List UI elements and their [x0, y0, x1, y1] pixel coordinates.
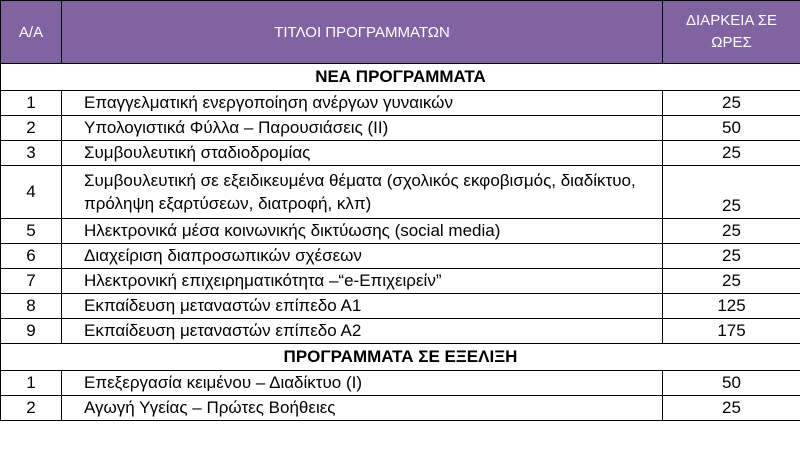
row-title: Εκπαίδευση μεταναστών επίπεδο Α1	[62, 294, 663, 319]
row-hours: 50	[663, 116, 800, 141]
row-num: 5	[1, 219, 62, 244]
table-row	[1, 91, 800, 116]
row-title: Επαγγελματική ενεργοποίηση ανέργων γυναικών	[62, 91, 663, 116]
section-title: ΝΕΑ ΠΡΟΓΡΑΜΜΑΤΑ	[1, 64, 800, 91]
row-title: Ηλεκτρονικά μέσα κοινωνικής δικτύωσης (social media)	[62, 219, 663, 244]
section-title: ΠΡΟΓΡΑΜΜΑΤΑ ΣΕ ΕΞΕΛΙΞΗ	[1, 344, 800, 371]
row-num: 2	[1, 116, 62, 141]
table-row	[1, 116, 800, 141]
row-hours: 25	[663, 244, 800, 269]
header-num: Α/Α	[1, 1, 62, 64]
section-row-ongoing	[1, 344, 800, 371]
row-num: 6	[1, 244, 62, 269]
table-row	[1, 396, 800, 421]
row-num: 1	[1, 91, 62, 116]
header-duration: ΔΙΑΡΚΕΙΑ ΣΕ ΩΡΕΣ	[663, 1, 800, 64]
row-title: Αγωγή Υγείας – Πρώτες Βοήθειες	[62, 396, 663, 421]
row-hours: 25	[663, 269, 800, 294]
table-row	[1, 319, 800, 344]
row-hours: 50	[663, 371, 800, 396]
row-num: 7	[1, 269, 62, 294]
row-num: 3	[1, 141, 62, 166]
table-row	[1, 219, 800, 244]
row-title: Συμβουλευτική σε εξειδικευμένα θέματα (σχολικός εκφοβισμός, διαδίκτυο, πρόληψη εξαρτύσεων, διατροφή, κλπ)	[62, 166, 663, 219]
section-row-new	[1, 64, 800, 91]
row-title: Διαχείριση διαπροσωπικών σχέσεων	[62, 244, 663, 269]
table-row	[1, 166, 800, 219]
row-hours: 125	[663, 294, 800, 319]
row-hours: 175	[663, 319, 800, 344]
header-title: ΤΙΤΛΟΙ ΠΡΟΓΡΑΜΜΑΤΩΝ	[62, 1, 663, 64]
table-row	[1, 371, 800, 396]
header-row	[1, 1, 800, 64]
row-title: Ηλεκτρονική επιχειρηματικότητα –“e-Επιχειρείν”	[62, 269, 663, 294]
row-num: 1	[1, 371, 62, 396]
row-num: 2	[1, 396, 62, 421]
table-row	[1, 294, 800, 319]
row-hours: 25	[663, 166, 800, 219]
row-num: 9	[1, 319, 62, 344]
table-row	[1, 269, 800, 294]
row-hours: 25	[663, 141, 800, 166]
table-row	[1, 244, 800, 269]
row-title: Συμβουλευτική σταδιοδρομίας	[62, 141, 663, 166]
row-num: 4	[1, 166, 62, 219]
row-title: Υπολογιστικά Φύλλα – Παρουσιάσεις (ΙΙ)	[62, 116, 663, 141]
row-hours: 25	[663, 396, 800, 421]
row-num: 8	[1, 294, 62, 319]
row-hours: 25	[663, 91, 800, 116]
row-hours: 25	[663, 219, 800, 244]
table-row	[1, 141, 800, 166]
row-title: Εκπαίδευση μεταναστών επίπεδο Α2	[62, 319, 663, 344]
row-title: Επεξεργασία κειμένου – Διαδίκτυο (Ι)	[62, 371, 663, 396]
